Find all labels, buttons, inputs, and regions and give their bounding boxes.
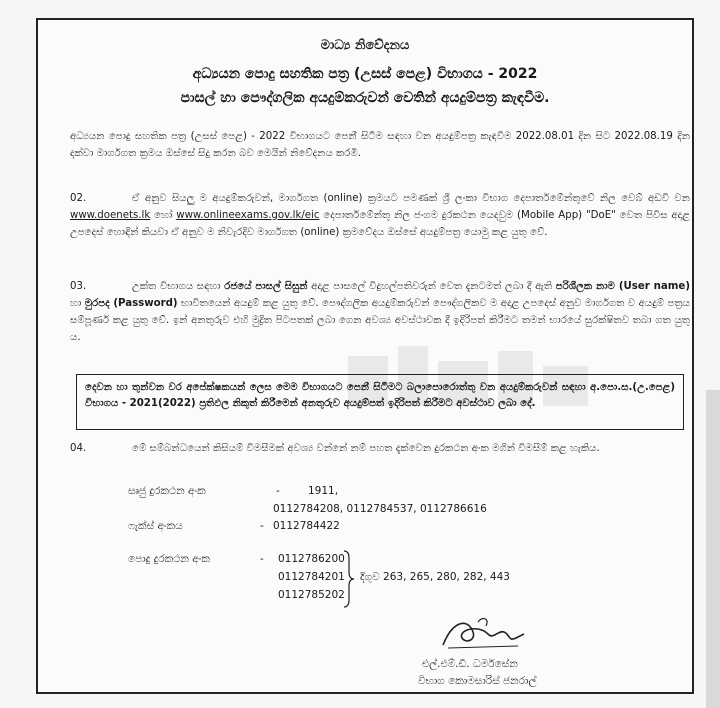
bold-term: මුරපද (Password)	[84, 298, 178, 309]
separator: -	[276, 485, 280, 497]
separator: -	[260, 520, 264, 532]
paragraph-text: දෙපාර්තමේන්තු නිල ජංගම දුරකථන යෙදවුම (Mobile App) "DoE" වෙත පිවිස අදාළ උපදෙස් හොඳින් කියවා ඒ අනුව ම නිවැරදිව මාර්ගගත (online) ක්‍රමවේදය ඔස්සේ අයදුම්පත්‍ර යොමු කළ යුතු වේ.	[70, 210, 690, 238]
title-line-1: අධ්‍යයන පොදු සහතික පත්‍ර (උසස් පෙළ) විභාගය - 2022	[192, 66, 538, 82]
paragraph-3	[70, 278, 690, 346]
paragraph-text: භාවිතයෙන් අයදුම් කළ යුතු වේ. පෞද්ගලික අයදුම්කරුවන් පෞද්ගලිකව ම අදාළ උපදෙස් අනුව මාර්ගගත ව අයදුම් පත්‍රය සම්පූර්ණ කළ යුතු වේ. ඉන් අනතුරුව එහි මුද්‍රිත පිටපතක් ලබා ගෙන අවශ්‍ය අවස්ථාවක දී ඉදිරිපත් කිරීමට තමන් භාරයේ සුරක්ෂිතව තබා ගත යුතු ය.	[70, 298, 690, 343]
paragraph-text: හෝ	[154, 210, 173, 221]
general-phone-label: පොදු දුරකථන අංක	[128, 553, 210, 565]
bold-term: රජයේ පාසල් සිසුන්	[224, 281, 308, 292]
paragraph-text: හා	[70, 298, 82, 309]
general-phone-3: 0112785202	[278, 589, 345, 601]
onlineexams-link[interactable]: www.onlineexams.gov.lk/eic	[176, 210, 320, 221]
separator: -	[260, 553, 264, 565]
press-notice	[36, 18, 694, 694]
direct-phone-label: සෘජු දුරකථන අංක	[128, 485, 206, 497]
brace-icon	[343, 550, 355, 608]
title-line-2: පාසල් හා පෞද්ගලික අයදුම්කරුවන් වෙතින් අයදුම්පත්‍ර කැඳවීම.	[180, 90, 550, 106]
paragraph-2	[70, 190, 690, 241]
fax-number: 0112784422	[273, 520, 340, 532]
signature	[438, 610, 528, 660]
boxed-note: දෙවන හා තුන්වන වර අපේක්ෂකයන් ලෙස මෙම විභාගයට පෙනී සිටීමට බලාපොරොත්තු වන අයදුම්කරුවන් සඳහා අ.පො.ස.(උ.පෙළ) විභාගය - 2021(2022) ප්‍රතිඵල නිකුත් කිරීමෙන් අනතුරුව අයදුම්පත් ඉදිරිපත් කිරීමට අවස්ථාව ලබා දේ.	[76, 374, 684, 430]
general-phone-2: 0112784201	[278, 571, 345, 583]
paragraph-number: 02.	[70, 193, 87, 204]
extensions: දිගුව 263, 265, 280, 282, 443	[360, 571, 510, 583]
signatory-name: එල්.එම්.ඩී. ධර්මසේන	[422, 658, 518, 670]
paragraph-text: මේ සම්බන්ධයෙන් කිසියම් විමසීමක් අවශ්‍ය වන්නේ නම් පහත දැක්වෙන දුරකථන අංක මගින් විමසීම් කළ හැකිය.	[132, 443, 600, 454]
paragraph-number: 03.	[70, 281, 87, 292]
paragraph-1: අධ්‍යයන පොදු සහතික පත්‍ර (උසස් පෙළ) - 2022 විභාගයට පෙනී සිටීම සඳහා වන අයදුම්පත්‍ර කැඳවීම 2022.08.01 දින සිට 2022.08.19 දින දක්වා මාර්ගගත ක්‍රමය ඔස්සේ සිදු කරන බව මෙයින් නිවේදනය කරමි.	[70, 131, 690, 159]
signatory-title: විභාග කොමසාරිස් ජනරාල්	[418, 675, 537, 687]
doenets-link[interactable]: www.doenets.lk	[70, 210, 151, 221]
background-strip	[706, 390, 720, 708]
direct-phone-list: 0112784208, 0112784537, 0112786616	[273, 503, 487, 515]
fax-label: ෆැක්ස් අංකය	[128, 520, 183, 532]
bold-term: පරිශීලක නාම (User name)	[555, 281, 690, 292]
direct-phone-1: 1911,	[308, 485, 339, 497]
paragraph-text: ඒ අනුව සියලු ම අයදුම්කරුවන්, මාර්ගගත (online) ක්‍රමයට පමණක් ශ්‍රී ලංකා විභාග දෙපාර්තමේන්තුවේ නිල වෙබ් අඩවි වන	[132, 193, 690, 204]
paragraph-text: උක්ත විභාගය සඳහා	[132, 281, 221, 292]
general-phone-1: 0112786200	[278, 553, 345, 565]
paragraph-4	[70, 440, 690, 457]
page-heading: මාධ්‍ය නිවේදනය	[320, 38, 410, 53]
paragraph-number: 04.	[70, 443, 87, 454]
paragraph-text: අදාළ පාසලේ විදුහල්පතිවරුන් වෙත දැනටමත් ලබා දී ඇති	[311, 281, 553, 292]
